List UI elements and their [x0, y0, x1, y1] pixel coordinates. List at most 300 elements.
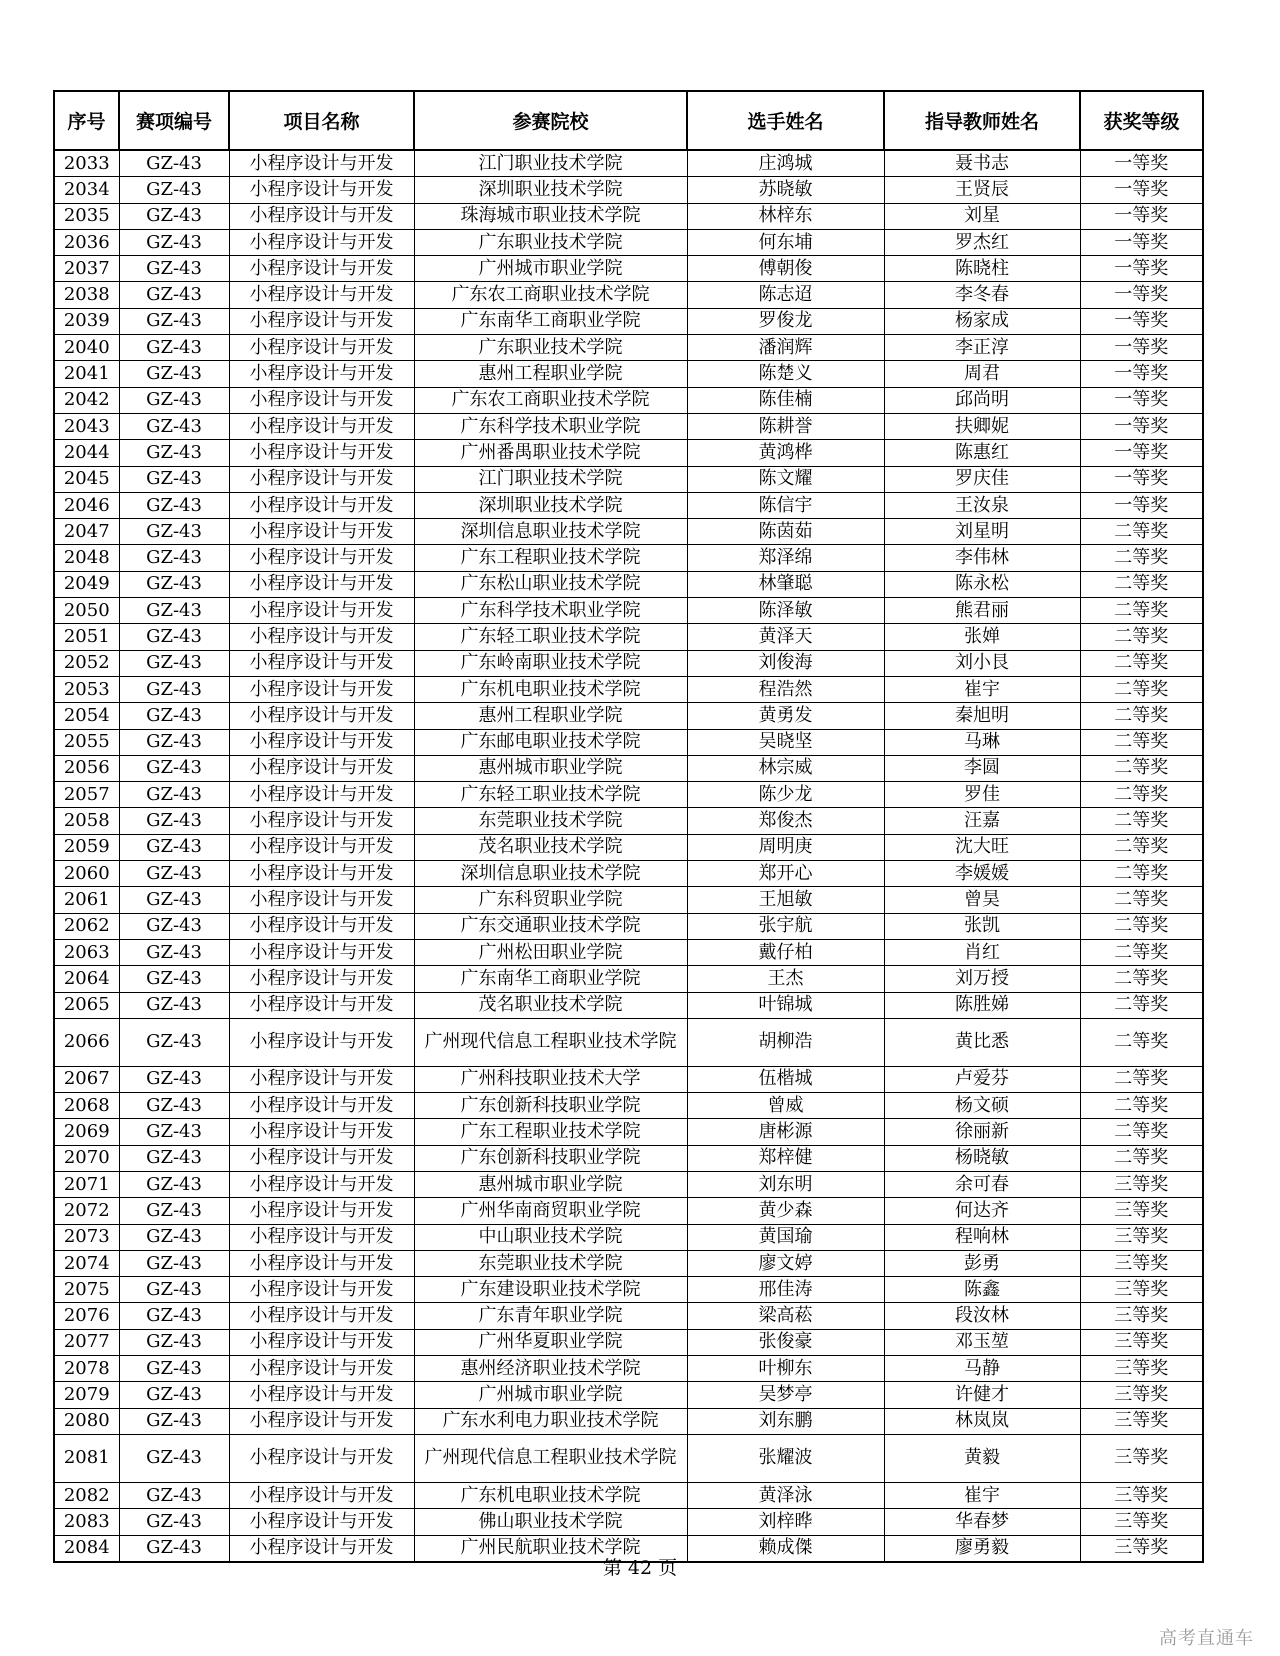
cell-project-name: 小程序设计与开发 [229, 1018, 414, 1066]
table-row [54, 387, 1203, 413]
cell-project-name: 小程序设计与开发 [229, 703, 414, 729]
cell-school: 广州民航职业技术学院 [414, 1535, 687, 1562]
cell-serial: 2066 [54, 1018, 119, 1066]
cell-event-code: GZ-43 [119, 1119, 229, 1145]
cell-award-level: 一等奖 [1080, 282, 1203, 308]
cell-serial: 2072 [54, 1198, 119, 1224]
table-row [54, 1119, 1203, 1145]
cell-contestant: 张耀波 [687, 1434, 884, 1482]
cell-project-name: 小程序设计与开发 [229, 361, 414, 387]
cell-project-name: 小程序设计与开发 [229, 1408, 414, 1434]
cell-contestant: 何东埔 [687, 229, 884, 255]
cell-project-name: 小程序设计与开发 [229, 282, 414, 308]
cell-school: 珠海城市职业技术学院 [414, 203, 687, 229]
cell-serial: 2059 [54, 834, 119, 860]
cell-serial: 2057 [54, 782, 119, 808]
cell-instructor: 王贤辰 [884, 177, 1080, 203]
cell-project-name: 小程序设计与开发 [229, 1145, 414, 1171]
cell-project-name: 小程序设计与开发 [229, 939, 414, 965]
table-row [54, 1329, 1203, 1355]
cell-event-code: GZ-43 [119, 519, 229, 545]
cell-project-name: 小程序设计与开发 [229, 308, 414, 334]
cell-award-level: 二等奖 [1080, 782, 1203, 808]
cell-contestant: 刘东鹏 [687, 1408, 884, 1434]
cell-event-code: GZ-43 [119, 545, 229, 571]
cell-instructor: 廖勇毅 [884, 1535, 1080, 1562]
cell-award-level: 二等奖 [1080, 545, 1203, 571]
cell-event-code: GZ-43 [119, 1093, 229, 1119]
cell-project-name: 小程序设计与开发 [229, 624, 414, 650]
cell-serial: 2060 [54, 861, 119, 887]
cell-serial: 2041 [54, 361, 119, 387]
header-contestant: 选手姓名 [687, 91, 884, 150]
table-row [54, 203, 1203, 229]
cell-school: 广东青年职业学院 [414, 1303, 687, 1329]
table-row [54, 545, 1203, 571]
cell-contestant: 陈茵茹 [687, 519, 884, 545]
cell-award-level: 三等奖 [1080, 1277, 1203, 1303]
cell-event-code: GZ-43 [119, 256, 229, 282]
cell-event-code: GZ-43 [119, 834, 229, 860]
cell-award-level: 三等奖 [1080, 1408, 1203, 1434]
header-row [54, 91, 1203, 150]
cell-instructor: 华春梦 [884, 1509, 1080, 1535]
cell-event-code: GZ-43 [119, 1224, 229, 1250]
watermark-text: 高考直通车 [1159, 1628, 1254, 1649]
cell-serial: 2055 [54, 729, 119, 755]
table-row [54, 992, 1203, 1018]
cell-instructor: 段汝林 [884, 1303, 1080, 1329]
cell-instructor: 刘星明 [884, 519, 1080, 545]
cell-contestant: 林梓东 [687, 203, 884, 229]
cell-school: 广东创新科技职业学院 [414, 1145, 687, 1171]
cell-instructor: 刘万授 [884, 966, 1080, 992]
cell-contestant: 郑开心 [687, 861, 884, 887]
cell-project-name: 小程序设计与开发 [229, 598, 414, 624]
cell-contestant: 张俊豪 [687, 1329, 884, 1355]
cell-award-level: 二等奖 [1080, 1145, 1203, 1171]
cell-instructor: 扶卿妮 [884, 413, 1080, 439]
cell-award-level: 一等奖 [1080, 387, 1203, 413]
cell-school: 广东科学技术职业学院 [414, 598, 687, 624]
cell-school: 中山职业技术学院 [414, 1224, 687, 1250]
cell-event-code: GZ-43 [119, 335, 229, 361]
cell-contestant: 罗俊龙 [687, 308, 884, 334]
cell-contestant: 刘东明 [687, 1171, 884, 1197]
cell-contestant: 黄鸿桦 [687, 440, 884, 466]
cell-school: 广东松山职业技术学院 [414, 571, 687, 597]
cell-serial: 2048 [54, 545, 119, 571]
cell-school: 茂名职业技术学院 [414, 834, 687, 860]
cell-serial: 2069 [54, 1119, 119, 1145]
cell-project-name: 小程序设计与开发 [229, 1329, 414, 1355]
cell-award-level: 三等奖 [1080, 1356, 1203, 1382]
cell-project-name: 小程序设计与开发 [229, 1119, 414, 1145]
cell-instructor: 刘星 [884, 203, 1080, 229]
cell-contestant: 吴晓坚 [687, 729, 884, 755]
cell-contestant: 黄勇发 [687, 703, 884, 729]
cell-school: 广东交通职业技术学院 [414, 913, 687, 939]
cell-serial: 2046 [54, 492, 119, 518]
cell-award-level: 二等奖 [1080, 1119, 1203, 1145]
table-row [54, 1198, 1203, 1224]
cell-contestant: 刘俊海 [687, 650, 884, 676]
table-row [54, 808, 1203, 834]
cell-school: 广东南华工商职业学院 [414, 308, 687, 334]
table-row [54, 1509, 1203, 1535]
cell-project-name: 小程序设计与开发 [229, 1093, 414, 1119]
table-row [54, 624, 1203, 650]
cell-award-level: 二等奖 [1080, 887, 1203, 913]
cell-contestant: 陈志迢 [687, 282, 884, 308]
table-row [54, 834, 1203, 860]
cell-project-name: 小程序设计与开发 [229, 861, 414, 887]
table-row [54, 1382, 1203, 1408]
cell-school: 广州华南商贸职业学院 [414, 1198, 687, 1224]
cell-instructor: 汪嘉 [884, 808, 1080, 834]
cell-contestant: 林宗威 [687, 755, 884, 781]
table-row [54, 755, 1203, 781]
cell-award-level: 二等奖 [1080, 729, 1203, 755]
cell-serial: 2084 [54, 1535, 119, 1562]
cell-serial: 2056 [54, 755, 119, 781]
cell-event-code: GZ-43 [119, 1329, 229, 1355]
cell-contestant: 苏晓敏 [687, 177, 884, 203]
cell-award-level: 一等奖 [1080, 203, 1203, 229]
cell-instructor: 罗佳 [884, 782, 1080, 808]
cell-instructor: 何达齐 [884, 1198, 1080, 1224]
cell-event-code: GZ-43 [119, 1066, 229, 1092]
cell-project-name: 小程序设计与开发 [229, 729, 414, 755]
cell-project-name: 小程序设计与开发 [229, 440, 414, 466]
cell-serial: 2053 [54, 676, 119, 702]
cell-serial: 2081 [54, 1434, 119, 1482]
header-event-code: 赛项编号 [119, 91, 229, 150]
cell-school: 东莞职业技术学院 [414, 1250, 687, 1276]
cell-project-name: 小程序设计与开发 [229, 834, 414, 860]
cell-school: 深圳职业技术学院 [414, 177, 687, 203]
cell-event-code: GZ-43 [119, 861, 229, 887]
cell-school: 广州松田职业学院 [414, 939, 687, 965]
cell-serial: 2047 [54, 519, 119, 545]
cell-instructor: 卢爱芬 [884, 1066, 1080, 1092]
table-row [54, 782, 1203, 808]
cell-serial: 2043 [54, 413, 119, 439]
cell-contestant: 黄泽泳 [687, 1482, 884, 1508]
cell-instructor: 余可春 [884, 1171, 1080, 1197]
cell-school: 深圳信息职业技术学院 [414, 861, 687, 887]
cell-school: 惠州工程职业学院 [414, 703, 687, 729]
cell-serial: 2062 [54, 913, 119, 939]
cell-school: 广东职业技术学院 [414, 335, 687, 361]
cell-school: 广东创新科技职业学院 [414, 1093, 687, 1119]
cell-contestant: 叶柳东 [687, 1356, 884, 1382]
header-serial: 序号 [54, 91, 119, 150]
cell-serial: 2063 [54, 939, 119, 965]
cell-award-level: 二等奖 [1080, 861, 1203, 887]
table-row [54, 887, 1203, 913]
cell-event-code: GZ-43 [119, 1018, 229, 1066]
cell-event-code: GZ-43 [119, 913, 229, 939]
cell-event-code: GZ-43 [119, 703, 229, 729]
cell-award-level: 一等奖 [1080, 308, 1203, 334]
cell-instructor: 许健才 [884, 1382, 1080, 1408]
cell-project-name: 小程序设计与开发 [229, 1198, 414, 1224]
cell-instructor: 周君 [884, 361, 1080, 387]
cell-award-level: 三等奖 [1080, 1434, 1203, 1482]
cell-instructor: 聂书志 [884, 150, 1080, 177]
cell-award-level: 三等奖 [1080, 1509, 1203, 1535]
cell-project-name: 小程序设计与开发 [229, 1277, 414, 1303]
cell-instructor: 张婵 [884, 624, 1080, 650]
cell-serial: 2079 [54, 1382, 119, 1408]
cell-school: 佛山职业技术学院 [414, 1509, 687, 1535]
cell-award-level: 二等奖 [1080, 1018, 1203, 1066]
table-row [54, 229, 1203, 255]
table-row [54, 308, 1203, 334]
cell-event-code: GZ-43 [119, 966, 229, 992]
cell-school: 广州番禺职业技术学院 [414, 440, 687, 466]
cell-event-code: GZ-43 [119, 729, 229, 755]
cell-project-name: 小程序设计与开发 [229, 571, 414, 597]
cell-school: 深圳职业技术学院 [414, 492, 687, 518]
cell-event-code: GZ-43 [119, 1535, 229, 1562]
cell-contestant: 张宇航 [687, 913, 884, 939]
table-row [54, 256, 1203, 282]
cell-event-code: GZ-43 [119, 413, 229, 439]
cell-event-code: GZ-43 [119, 1145, 229, 1171]
cell-event-code: GZ-43 [119, 1356, 229, 1382]
cell-contestant: 陈泽敏 [687, 598, 884, 624]
cell-award-level: 一等奖 [1080, 361, 1203, 387]
table-row [54, 1171, 1203, 1197]
awards-table [53, 90, 1204, 1563]
table-row [54, 1408, 1203, 1434]
cell-contestant: 郑梓健 [687, 1145, 884, 1171]
cell-project-name: 小程序设计与开发 [229, 1509, 414, 1535]
cell-project-name: 小程序设计与开发 [229, 1250, 414, 1276]
cell-project-name: 小程序设计与开发 [229, 887, 414, 913]
cell-event-code: GZ-43 [119, 361, 229, 387]
cell-project-name: 小程序设计与开发 [229, 150, 414, 177]
cell-award-level: 一等奖 [1080, 413, 1203, 439]
cell-contestant: 郑泽绵 [687, 545, 884, 571]
cell-award-level: 一等奖 [1080, 229, 1203, 255]
cell-contestant: 邢佳涛 [687, 1277, 884, 1303]
cell-instructor: 沈大旺 [884, 834, 1080, 860]
cell-project-name: 小程序设计与开发 [229, 1066, 414, 1092]
cell-instructor: 李伟林 [884, 545, 1080, 571]
table-row [54, 1145, 1203, 1171]
table-row [54, 913, 1203, 939]
cell-instructor: 邱尚明 [884, 387, 1080, 413]
cell-instructor: 李媛媛 [884, 861, 1080, 887]
page-number: 第 42 页 [602, 1557, 678, 1579]
cell-contestant: 戴仔柏 [687, 939, 884, 965]
cell-contestant: 潘润辉 [687, 335, 884, 361]
cell-award-level: 一等奖 [1080, 492, 1203, 518]
cell-contestant: 叶锦城 [687, 992, 884, 1018]
cell-award-level: 二等奖 [1080, 624, 1203, 650]
cell-award-level: 三等奖 [1080, 1250, 1203, 1276]
cell-event-code: GZ-43 [119, 782, 229, 808]
table-header [54, 91, 1203, 150]
cell-contestant: 陈文耀 [687, 466, 884, 492]
cell-serial: 2033 [54, 150, 119, 177]
cell-event-code: GZ-43 [119, 1250, 229, 1276]
cell-instructor: 罗杰红 [884, 229, 1080, 255]
cell-serial: 2068 [54, 1093, 119, 1119]
cell-award-level: 二等奖 [1080, 1066, 1203, 1092]
cell-event-code: GZ-43 [119, 203, 229, 229]
cell-project-name: 小程序设计与开发 [229, 1382, 414, 1408]
cell-award-level: 二等奖 [1080, 939, 1203, 965]
cell-serial: 2065 [54, 992, 119, 1018]
cell-event-code: GZ-43 [119, 492, 229, 518]
table-row [54, 519, 1203, 545]
table-row [54, 177, 1203, 203]
cell-project-name: 小程序设计与开发 [229, 387, 414, 413]
cell-contestant: 傅朝俊 [687, 256, 884, 282]
cell-award-level: 二等奖 [1080, 650, 1203, 676]
cell-event-code: GZ-43 [119, 229, 229, 255]
cell-event-code: GZ-43 [119, 1482, 229, 1508]
cell-school: 惠州经济职业技术学院 [414, 1356, 687, 1382]
cell-serial: 2042 [54, 387, 119, 413]
cell-event-code: GZ-43 [119, 1171, 229, 1197]
cell-school: 广东轻工职业技术学院 [414, 624, 687, 650]
cell-school: 广东科学技术职业学院 [414, 413, 687, 439]
cell-contestant: 曾威 [687, 1093, 884, 1119]
cell-school: 广州现代信息工程职业技术学院 [414, 1434, 687, 1482]
cell-school: 广东工程职业技术学院 [414, 1119, 687, 1145]
cell-award-level: 二等奖 [1080, 1093, 1203, 1119]
table-row [54, 492, 1203, 518]
table-row [54, 1250, 1203, 1276]
cell-instructor: 罗庆佳 [884, 466, 1080, 492]
cell-serial: 2040 [54, 335, 119, 361]
table-row [54, 413, 1203, 439]
cell-serial: 2034 [54, 177, 119, 203]
cell-serial: 2052 [54, 650, 119, 676]
cell-contestant: 林肇聪 [687, 571, 884, 597]
cell-instructor: 李正淳 [884, 335, 1080, 361]
cell-instructor: 李圆 [884, 755, 1080, 781]
cell-award-level: 二等奖 [1080, 913, 1203, 939]
cell-serial: 2075 [54, 1277, 119, 1303]
cell-contestant: 王旭敏 [687, 887, 884, 913]
cell-contestant: 庄鸿城 [687, 150, 884, 177]
table-row [54, 703, 1203, 729]
cell-award-level: 三等奖 [1080, 1535, 1203, 1562]
cell-instructor: 陈永松 [884, 571, 1080, 597]
cell-serial: 2058 [54, 808, 119, 834]
cell-contestant: 陈少龙 [687, 782, 884, 808]
cell-school: 广州城市职业学院 [414, 1382, 687, 1408]
cell-instructor: 杨家成 [884, 308, 1080, 334]
cell-instructor: 黄毅 [884, 1434, 1080, 1482]
cell-school: 茂名职业技术学院 [414, 992, 687, 1018]
cell-award-level: 三等奖 [1080, 1382, 1203, 1408]
cell-award-level: 二等奖 [1080, 598, 1203, 624]
cell-instructor: 邓玉堃 [884, 1329, 1080, 1355]
cell-contestant: 程浩然 [687, 676, 884, 702]
cell-instructor: 李冬春 [884, 282, 1080, 308]
cell-school: 广州华夏职业学院 [414, 1329, 687, 1355]
table-row [54, 1018, 1203, 1066]
cell-serial: 2035 [54, 203, 119, 229]
cell-award-level: 二等奖 [1080, 966, 1203, 992]
cell-instructor: 崔宇 [884, 1482, 1080, 1508]
cell-event-code: GZ-43 [119, 282, 229, 308]
cell-serial: 2054 [54, 703, 119, 729]
cell-project-name: 小程序设计与开发 [229, 335, 414, 361]
cell-event-code: GZ-43 [119, 1303, 229, 1329]
cell-event-code: GZ-43 [119, 755, 229, 781]
cell-instructor: 陈鑫 [884, 1277, 1080, 1303]
cell-contestant: 黄国瑜 [687, 1224, 884, 1250]
cell-event-code: GZ-43 [119, 1408, 229, 1434]
cell-award-level: 一等奖 [1080, 440, 1203, 466]
table-row [54, 150, 1203, 177]
cell-serial: 2082 [54, 1482, 119, 1508]
cell-school: 广州现代信息工程职业技术学院 [414, 1018, 687, 1066]
table-row [54, 1482, 1203, 1508]
cell-contestant: 廖文婷 [687, 1250, 884, 1276]
cell-instructor: 程响林 [884, 1224, 1080, 1250]
cell-contestant: 胡柳浩 [687, 1018, 884, 1066]
table-row [54, 861, 1203, 887]
cell-school: 广东科贸职业学院 [414, 887, 687, 913]
cell-contestant: 赖成傑 [687, 1535, 884, 1562]
cell-event-code: GZ-43 [119, 650, 229, 676]
cell-serial: 2049 [54, 571, 119, 597]
table-row [54, 1277, 1203, 1303]
cell-serial: 2051 [54, 624, 119, 650]
cell-serial: 2071 [54, 1171, 119, 1197]
cell-event-code: GZ-43 [119, 466, 229, 492]
cell-project-name: 小程序设计与开发 [229, 229, 414, 255]
cell-award-level: 三等奖 [1080, 1198, 1203, 1224]
table-row [54, 361, 1203, 387]
cell-event-code: GZ-43 [119, 598, 229, 624]
cell-serial: 2076 [54, 1303, 119, 1329]
cell-contestant: 伍楷城 [687, 1066, 884, 1092]
cell-serial: 2070 [54, 1145, 119, 1171]
cell-award-level: 三等奖 [1080, 1224, 1203, 1250]
table-row [54, 1303, 1203, 1329]
cell-event-code: GZ-43 [119, 939, 229, 965]
cell-school: 广东职业技术学院 [414, 229, 687, 255]
cell-event-code: GZ-43 [119, 1382, 229, 1408]
cell-project-name: 小程序设计与开发 [229, 177, 414, 203]
cell-contestant: 周明庚 [687, 834, 884, 860]
cell-instructor: 陈惠红 [884, 440, 1080, 466]
table-row [54, 1093, 1203, 1119]
cell-serial: 2038 [54, 282, 119, 308]
cell-serial: 2064 [54, 966, 119, 992]
table-row [54, 939, 1203, 965]
cell-instructor: 张凯 [884, 913, 1080, 939]
table-row [54, 966, 1203, 992]
cell-project-name: 小程序设计与开发 [229, 782, 414, 808]
cell-award-level: 一等奖 [1080, 335, 1203, 361]
cell-instructor: 林岚岚 [884, 1408, 1080, 1434]
cell-school: 广东邮电职业技术学院 [414, 729, 687, 755]
cell-serial: 2045 [54, 466, 119, 492]
cell-event-code: GZ-43 [119, 676, 229, 702]
cell-contestant: 陈信宇 [687, 492, 884, 518]
